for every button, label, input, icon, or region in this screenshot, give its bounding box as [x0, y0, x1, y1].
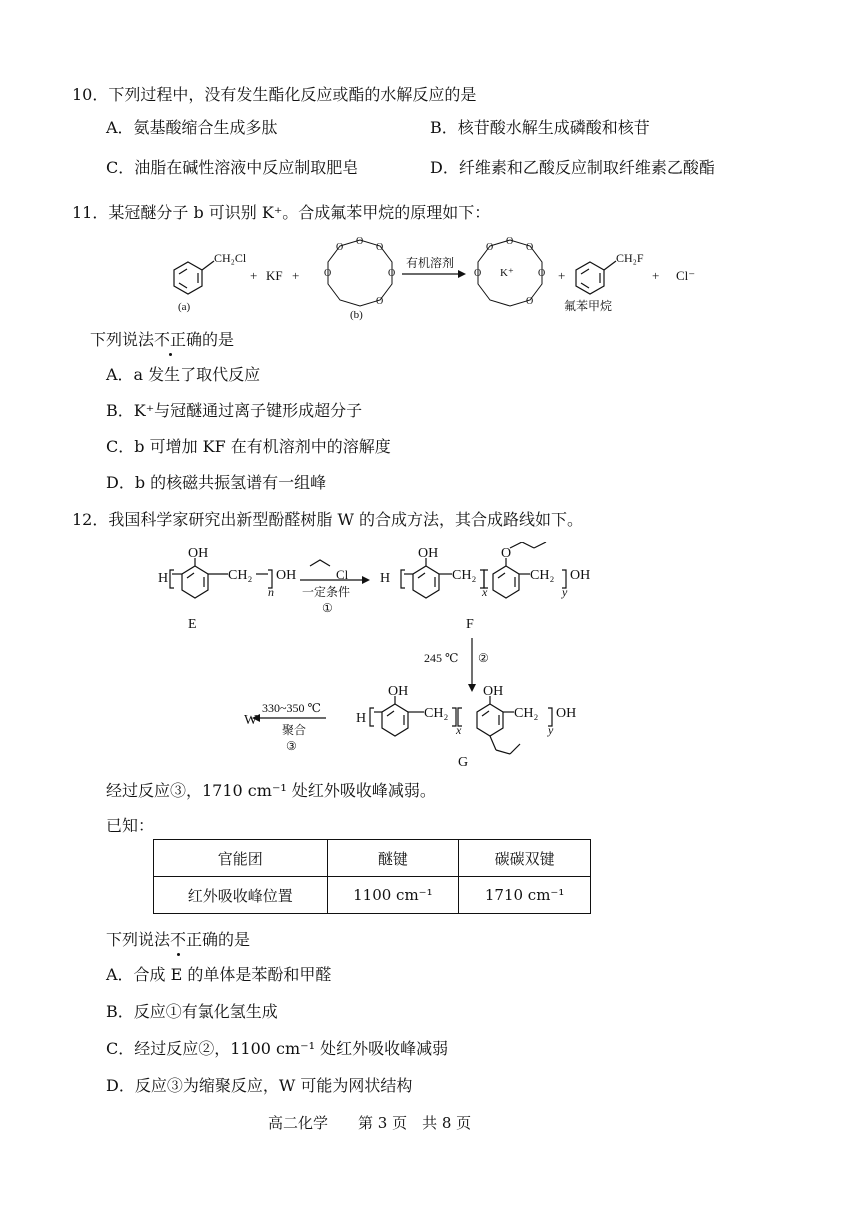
q12-option-d: D．反应③为缩聚反应，W 可能为网状结构	[106, 1076, 413, 1095]
g-ch2-2: CH₂	[514, 706, 539, 721]
q10-stem: 10．下列过程中，没有发生酯化反应或酯的水解反应的是	[72, 85, 477, 104]
f-end-oh: OH	[570, 568, 591, 583]
o-4: O	[388, 268, 396, 279]
e-ch2: CH₂	[228, 568, 253, 583]
o-3: O	[376, 242, 384, 253]
q11-option-c: C．b 可增加 KF 在有机溶剂中的溶解度	[106, 437, 391, 456]
plus-4: +	[652, 268, 660, 283]
f-x: x	[482, 585, 488, 599]
q11-lead: 下列说法不正确的是	[90, 330, 235, 349]
kf-text: KF	[266, 268, 283, 283]
o-10: O	[538, 268, 546, 279]
cond-2: 245 ℃	[424, 651, 459, 665]
o-12: O	[474, 268, 482, 279]
g-ch2-1: CH₂	[424, 706, 449, 721]
ir-table	[153, 839, 591, 914]
plus-2: +	[292, 268, 300, 283]
cond-3-mid: 聚合	[282, 723, 307, 737]
q10-option-c: C．油脂在碱性溶液中反应制取肥皂	[106, 158, 359, 177]
label-b: (b)	[350, 309, 363, 321]
f-ch2-2: CH₂	[530, 568, 555, 583]
step-1: ①	[322, 601, 333, 615]
e-h: H	[158, 571, 169, 586]
step-3: ③	[286, 739, 297, 753]
k-ion: K⁺	[500, 267, 514, 279]
o-7: O	[486, 242, 494, 253]
o-1: O	[336, 242, 344, 253]
cond-1: 一定条件	[302, 585, 351, 599]
table-row	[154, 877, 591, 914]
q12-option-c: C．经过反应②，1100 cm⁻¹ 处红外吸收峰减弱	[106, 1039, 449, 1058]
g-x: x	[456, 723, 462, 737]
label-a: (a)	[178, 301, 191, 313]
label-e: E	[188, 617, 197, 632]
f-ch2-1: CH₂	[452, 568, 477, 583]
o-9: O	[526, 242, 534, 253]
q12-synthesis-route	[150, 542, 600, 772]
page-footer: 高二化学 第 3 页 共 8 页	[268, 1114, 472, 1132]
table-row	[154, 840, 591, 877]
product-name: 氟苯甲烷	[564, 299, 613, 313]
o-2: O	[356, 236, 364, 247]
e-end-oh: OH	[276, 568, 297, 583]
o-11: O	[526, 296, 534, 307]
g-end-oh: OH	[556, 706, 577, 721]
f-h: H	[380, 571, 391, 586]
label-g: G	[458, 755, 469, 770]
step-2: ②	[478, 651, 489, 665]
q12-option-a: A．合成 E 的单体是苯酚和甲醛	[106, 965, 332, 984]
plus-1: +	[250, 268, 258, 283]
f-y: y	[562, 585, 568, 599]
q12-note: 经过反应③，1710 cm⁻¹ 处红外吸收峰减弱。	[106, 781, 436, 800]
q11-option-d: D．b 的核磁共振氢谱有一组峰	[106, 473, 327, 492]
plus-3: +	[558, 268, 566, 283]
e-n: n	[268, 585, 274, 599]
q12-stem: 12．我国科学家研究出新型酚醛树脂 W 的合成方法，其合成路线如下。	[72, 510, 583, 529]
o-8: O	[506, 236, 514, 247]
q12-option-b: B．反应①有氯化氢生成	[106, 1002, 278, 1021]
ch2f-text: CH₂F	[616, 251, 644, 265]
chloride-ion: Cl⁻	[676, 268, 696, 283]
g-y: y	[548, 723, 554, 737]
q11-option-a: A．a 发生了取代反应	[106, 365, 261, 384]
e-oh: OH	[188, 546, 209, 561]
q11-option-b: B．K⁺与冠醚通过离子键形成超分子	[106, 401, 363, 420]
cond-3-top: 330~350 ℃	[262, 701, 321, 715]
label-f: F	[466, 617, 474, 632]
q10-option-a: A．氨基酸缩合生成多肽	[106, 118, 278, 137]
table-header: 官能团	[154, 840, 328, 877]
o-6: O	[324, 268, 332, 279]
q12-known: 已知：	[106, 816, 155, 835]
arrow-condition: 有机溶剂	[406, 256, 455, 270]
q10-option-b: B．核苷酸水解生成磷酸和核苷	[430, 118, 650, 137]
w-label: W	[244, 713, 258, 728]
q11-reaction-scheme	[160, 230, 720, 325]
table-row-label: 红外吸收峰位置	[154, 877, 328, 914]
g-oh-2: OH	[483, 684, 504, 699]
ch2cl-text: CH₂Cl	[214, 251, 247, 265]
table-header: 醚键	[327, 840, 459, 877]
table-cell: 1100 cm⁻¹	[327, 877, 459, 914]
q12-lead: 下列说法不正确的是	[106, 930, 251, 949]
table-cell: 1710 cm⁻¹	[459, 877, 591, 914]
o-5: O	[376, 296, 384, 307]
f-o: O	[501, 546, 512, 561]
q11-stem: 11．某冠醚分子 b 可识别 K⁺。合成氟苯甲烷的原理如下：	[72, 203, 491, 222]
reagent-cl: Cl	[336, 567, 349, 582]
g-h: H	[356, 711, 367, 726]
f-oh: OH	[418, 546, 439, 561]
g-oh-1: OH	[388, 684, 409, 699]
q10-option-d: D．纤维素和乙酸反应制取纤维素乙酸酯	[430, 158, 715, 177]
table-header: 碳碳双键	[459, 840, 591, 877]
